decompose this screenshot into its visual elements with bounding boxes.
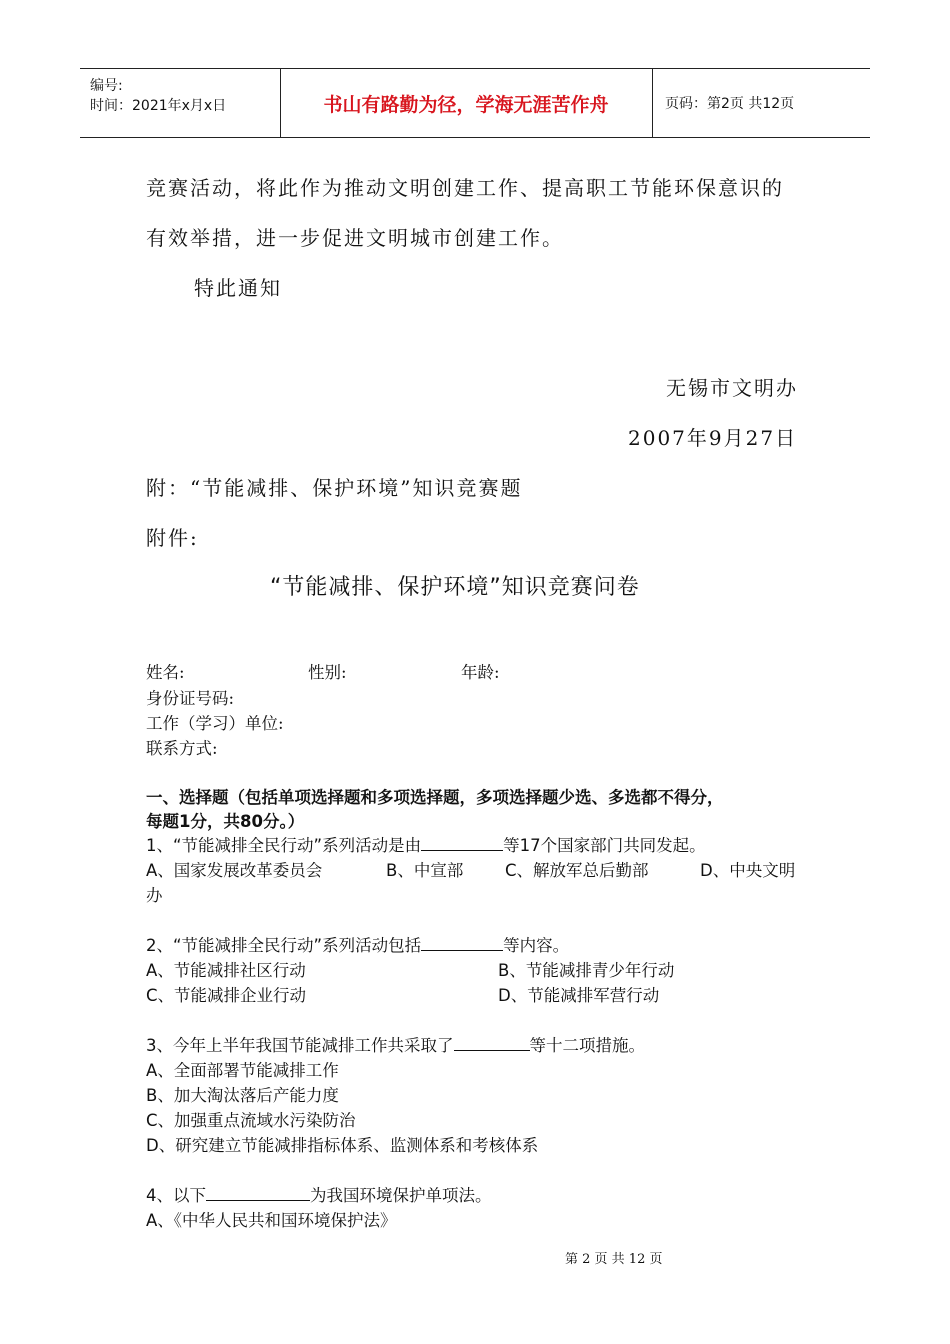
header-meta [80,69,281,137]
question-stem-text: 1、“节能减排全民行动”系列活动是由 [146,836,422,855]
section-heading-cont: 每题1分，共80分。） [146,812,305,831]
question-stem-text: 4、以下 [146,1186,206,1205]
question-1-option-d: D、中央文明 [700,861,796,880]
age-field-label: 年龄: [461,663,500,682]
question-3-option-c: C、加强重点流域水污染防治 [146,1111,356,1130]
questionnaire-title: “节能减排、保护环境”知识竞赛问卷 [270,575,640,600]
question-2-stem [146,932,569,956]
question-stem-text: 等十二项措施。 [529,1036,645,1055]
question-2-option-b: B、节能减排青少年行动 [498,961,675,980]
question-stem-text: 3、今年上半年我国节能减排工作共采取了 [146,1036,454,1055]
question-4-stem [146,1182,492,1206]
work-field-label: 工作（学习）单位: [146,714,284,733]
id-field-label: 身份证号码: [146,689,235,708]
question-stem-text: 为我国环境保护单项法。 [310,1186,492,1205]
number-label: 编号: [90,78,123,94]
question-3-stem [146,1032,645,1056]
answer-blank [421,836,503,851]
section-heading: 一、选择题（包括单项选择题和多项选择题，多项选择题少选、多选都不得分， [146,788,724,807]
question-3-option-b: B、加大淘汰落后产能力度 [146,1086,339,1105]
question-stem-text: 等17个国家部门共同发起。 [503,836,706,855]
page-header [80,68,870,138]
question-4-option-a: A、《中华人民共和国环境保护法》 [146,1211,397,1230]
body-line-2: 有效举措，进一步促进文明城市创建工作。 [146,226,564,250]
header-motto: 书山有路勤为径，学海无涯苦作舟 [280,69,653,137]
question-1-option-a: A、国家发展改革委员会 [146,861,323,880]
body-line-1: 竞赛活动，将此作为推动文明创建工作、提高职工节能环保意识的 [146,176,784,200]
question-3-option-a: A、全面部署节能减排工作 [146,1061,339,1080]
question-2-option-d: D、节能减排军营行动 [498,986,660,1005]
answer-blank [454,1036,530,1051]
attachment-label: 附件: [146,526,199,550]
question-stem-text: 等内容。 [503,936,570,955]
question-stem-text: 2、“节能减排全民行动”系列活动包括 [146,936,422,955]
question-1-stem [146,832,706,856]
question-2-option-c: C、节能减排企业行动 [146,986,307,1005]
time-label: 时间：2021年x月x日 [90,98,227,114]
name-field-label: 姓名: [146,663,185,682]
attachment-note: 附：“节能减排、保护环境”知识竞赛题 [146,476,523,500]
sender-name: 无锡市文明办 [666,376,798,400]
page-footer: 第 2 页 共 12 页 [565,1252,663,1267]
notice-closing: 特此通知 [194,276,282,300]
answer-blank [206,1186,310,1201]
sender-date: 2007年9月27日 [628,426,798,450]
question-1-option-c: C、解放军总后勤部 [505,861,649,880]
question-1-option-b: B、中宣部 [386,861,464,880]
question-3-option-d: D、研究建立节能减排指标体系、监测体系和考核体系 [146,1136,539,1155]
gender-field-label: 性别: [308,663,347,682]
question-1-option-d-cont: 办 [146,886,163,905]
header-page-number: 页码：第2页 共12页 [665,96,795,112]
question-2-option-a: A、节能减排社区行动 [146,961,306,980]
answer-blank [421,936,503,951]
contact-field-label: 联系方式: [146,739,218,758]
